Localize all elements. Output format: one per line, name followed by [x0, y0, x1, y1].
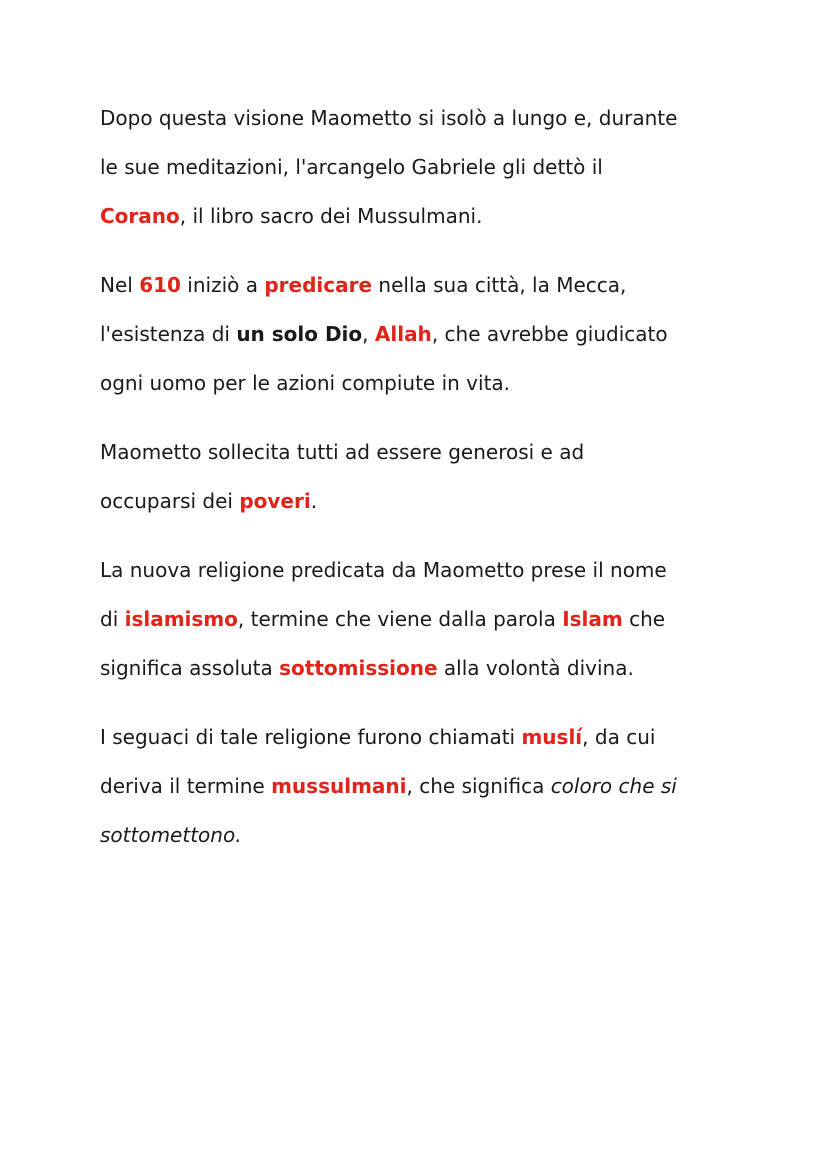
text-line — [100, 359, 740, 408]
highlighted-term: islamismo — [124, 607, 238, 631]
text-line — [100, 310, 740, 359]
highlighted-term: mussulmani — [271, 774, 407, 798]
text-run: , il libro sacro dei Mussulmani. — [179, 204, 483, 228]
highlighted-term: poveri — [239, 489, 311, 513]
text-line — [100, 143, 740, 192]
text-run: iniziò a — [180, 273, 265, 297]
text-run: significa assoluta — [100, 656, 280, 680]
text-line — [100, 811, 740, 860]
body-text — [100, 94, 740, 860]
text-run: Maometto sollecita tutti ad essere generosi e ad — [100, 440, 585, 464]
italic-term: coloro che si — [550, 774, 677, 798]
text-run: . — [310, 489, 318, 513]
text-run: alla volontà divina. — [437, 656, 634, 680]
text-line — [100, 762, 740, 811]
paragraph-islamismo — [100, 546, 740, 693]
text-line — [100, 713, 740, 762]
text-line — [100, 94, 740, 143]
text-run: le sue meditazioni, l'arcangelo Gabriele gli dettò il — [100, 155, 603, 179]
text-run: , termine che viene dalla parola — [237, 607, 563, 631]
paragraph-predicazione — [100, 261, 740, 408]
highlighted-term: 610 — [139, 273, 181, 297]
text-run: deriva il termine — [100, 774, 272, 798]
highlighted-term: sottomissione — [279, 656, 438, 680]
text-line — [100, 644, 740, 693]
text-run: che — [622, 607, 666, 631]
text-run: l'esistenza di — [100, 322, 237, 346]
text-run: , che significa — [406, 774, 551, 798]
paragraph-corano — [100, 94, 740, 241]
highlighted-term: Corano — [100, 204, 180, 228]
highlighted-term: Allah — [374, 322, 432, 346]
italic-term: sottomettono. — [100, 823, 242, 847]
text-line — [100, 428, 740, 477]
text-run: , da cui — [582, 725, 656, 749]
text-run: Nel — [100, 273, 140, 297]
text-line — [100, 595, 740, 644]
text-line — [100, 192, 740, 241]
text-run: La nuova religione predicata da Maometto prese il nome — [100, 558, 667, 582]
bold-term: un solo Dio — [236, 322, 363, 346]
text-line — [100, 546, 740, 595]
text-run: ogni uomo per le azioni compiute in vita. — [100, 371, 511, 395]
text-line — [100, 261, 740, 310]
text-run: nella sua città, la Mecca, — [372, 273, 627, 297]
text-run: Dopo questa visione Maometto si isolò a lungo e, durante — [100, 106, 678, 130]
paragraph-mussulmani — [100, 713, 740, 860]
text-line — [100, 477, 740, 526]
text-run: di — [100, 607, 125, 631]
text-run: , — [362, 322, 375, 346]
highlighted-term: predicare — [264, 273, 373, 297]
highlighted-term: Islam — [562, 607, 623, 631]
text-run: occuparsi dei — [100, 489, 240, 513]
highlighted-term: muslí — [521, 725, 583, 749]
text-run: I seguaci di tale religione furono chiamati — [100, 725, 522, 749]
paragraph-poveri — [100, 428, 740, 526]
text-run: , che avrebbe giudicato — [431, 322, 668, 346]
